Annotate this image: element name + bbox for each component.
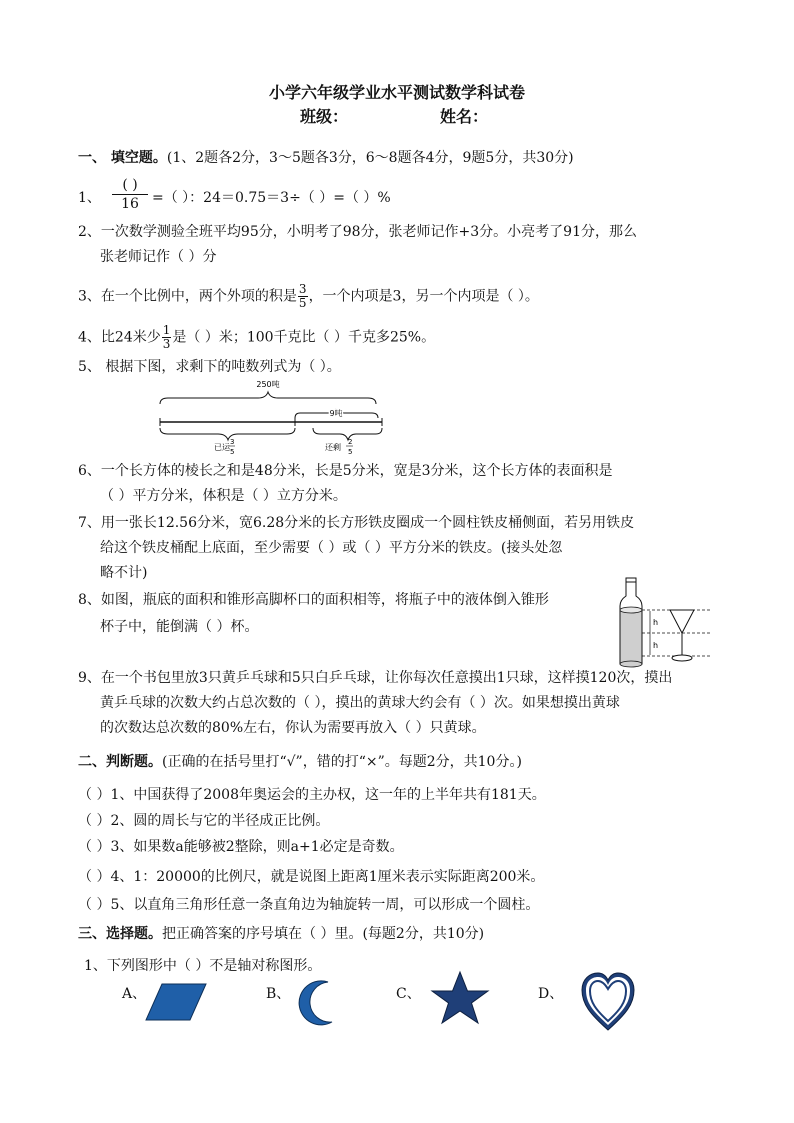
- section1-heading: 一、 填空题。: [78, 150, 167, 166]
- q1-frac-den: 16: [121, 196, 139, 212]
- judgement-item-2: （ ）2、圆的周长与它的半径成正比例。: [78, 813, 330, 829]
- cone-glass-cup: [670, 610, 694, 633]
- q9-line1: 9、在一个书包里放3只黄乒乓球和5只白乒乓球，让你每次任意摸出1只球，这样摸120次，摸出: [78, 670, 673, 686]
- q8-line1: 8、如图，瓶底的面积和锥形高脚杯口的面积相等，将瓶子中的液体倒入锥形: [78, 592, 549, 608]
- q4-before: 4、比24米少: [78, 329, 161, 346]
- option-a-label: A、: [122, 986, 147, 1002]
- q8-line2: 杯子中，能倒满（ ）杯。: [100, 619, 259, 635]
- s3-q1-text: 1、下列图形中（ ）不是轴对称图形。: [84, 958, 322, 974]
- q9-line3: 的次数达总次数的80%左右，你认为需要再放入（ ）只黄球。: [100, 720, 486, 736]
- section2-title: [78, 752, 522, 772]
- q3-after: ，一个内项是3，另一个内项是（ ）。: [308, 288, 539, 305]
- q1-text: =（ ）：24＝0.75＝3÷（ ）=（ ）%: [152, 190, 391, 206]
- judgement-item-1: （ ）1、中国获得了2008年奥运会的主办权，这一年的上半年共有181天。: [78, 787, 546, 803]
- remain-frac-den: 5: [348, 448, 353, 456]
- h-label-upper: h: [653, 618, 659, 627]
- q6-line2: （ ）平方分米，体积是（ ）立方分米。: [100, 488, 347, 504]
- star-shape: [432, 972, 488, 1023]
- q3-line: [78, 283, 539, 310]
- liquid-surface: [620, 607, 642, 613]
- bottle-and-glass-figure: [608, 576, 716, 668]
- option-c-label: C、: [396, 986, 421, 1002]
- h-label-lower: h: [653, 641, 659, 650]
- q2-line2: 张老师记作（ ）分: [100, 249, 217, 265]
- section1-title: [78, 148, 574, 168]
- option-b-label: B、: [266, 986, 291, 1002]
- class-label: 班级：: [300, 107, 349, 126]
- diagram-total-label: 250吨: [256, 380, 280, 389]
- total-brace: [160, 392, 376, 404]
- bottle-cap: [626, 578, 636, 582]
- q2-line1: 2、一次数学测验全班平均95分，小明考了98分，张老师记作+3分。小亮考了91分，那么: [78, 224, 637, 240]
- judgement-item-4: （ ）4、1：20000的比例尺，就是说图上距离1厘米表示实际距离200米。: [78, 869, 545, 885]
- section2-heading: 二、判断题。: [78, 754, 162, 770]
- q1-fraction: [112, 176, 148, 213]
- remain-frac-num: 2: [348, 438, 353, 446]
- section1-note: (1、2题各2分，3～5题各3分，6～8题各4分，9题5分，共30分): [166, 150, 574, 166]
- section3-note: 把正确答案的序号填在（ ）里。(每题2分，共10分): [162, 926, 485, 942]
- q6-line1: 6、一个长方体的棱长之和是48分米，长是5分米，宽是3分米，这个长方体的表面积是: [78, 463, 613, 479]
- cone-glass-base: [672, 655, 692, 661]
- q4-fraction: [162, 324, 172, 351]
- section3-heading: 三、选择题。: [78, 926, 162, 942]
- q7-line1: 7、用一张长12.56分米，宽6.28分米的长方形铁皮圈成一个圆柱铁皮桶侧面，若另用铁皮: [78, 515, 635, 531]
- section3-title: [78, 924, 484, 944]
- judgement-item-5: （ ）5、以直角三角形任意一条直角边为轴旋转一周，可以形成一个圆柱。: [78, 897, 540, 913]
- heart-icon: [580, 970, 636, 1034]
- bottle-liquid: [620, 610, 642, 664]
- option-d-label: D、: [538, 986, 564, 1002]
- q3-fraction: [298, 283, 308, 310]
- star-icon: [428, 970, 492, 1026]
- crescent-shape: [299, 981, 332, 1025]
- shipped-label: 已运: [214, 443, 230, 452]
- diagram-part-label: 9吨: [329, 409, 343, 418]
- q3-frac-num: 3: [298, 282, 307, 296]
- q3-frac-den: 5: [298, 296, 307, 310]
- q9-line2: 黄乒乓球的次数大约占总次数的（ ），摸出的黄球大约会有（ ）次。如果想摸出黄球: [100, 695, 620, 711]
- remain-label: 还剩: [325, 443, 341, 452]
- q3-before: 3、在一个比例中，两个外项的积是: [78, 288, 297, 305]
- q4-line: [78, 324, 435, 351]
- parallelogram-icon: [144, 982, 208, 1022]
- q7-line3: 略不计): [100, 565, 148, 581]
- q1-frac-num: ( ): [112, 176, 148, 195]
- q5-text: 5、 根据下图，求剩下的吨数列式为（ ）。: [78, 359, 341, 375]
- judgement-item-3: （ ）3、如果数a能够被2整除，则a+1必定是奇数。: [78, 839, 404, 855]
- q7-line2: 给这个铁皮桶配上底面，至少需要（ ）或（ ）平方分米的铁皮。(接头处忽: [100, 540, 563, 556]
- shipped-frac-num: 3: [230, 438, 235, 446]
- name-label: 姓名：: [440, 107, 489, 126]
- bottle-base: [620, 661, 642, 667]
- section2-note: (正确的在括号里打“√”，错的打“×”。每题2分，共10分。): [162, 754, 522, 770]
- page-title: 小学六年级学业水平测试数学科试卷: [268, 83, 525, 102]
- q1-number: 1、: [78, 190, 101, 206]
- shipped-frac-den: 5: [230, 448, 235, 456]
- crescent-moon-icon: [292, 978, 338, 1028]
- shipped-brace: [160, 428, 295, 440]
- parallelogram-shape: [146, 984, 206, 1020]
- q4-frac-num: 1: [162, 323, 171, 337]
- q4-frac-den: 3: [162, 337, 171, 351]
- q5-line-diagram: [150, 378, 390, 458]
- q4-after: 是（ ）米；100千克比（ ）千克多25%。: [172, 329, 436, 346]
